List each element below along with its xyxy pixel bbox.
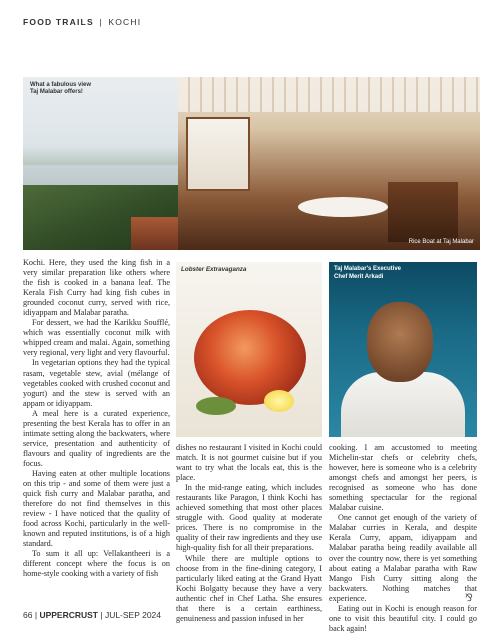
- lemon-slice: [264, 390, 294, 412]
- dining-chairs: [388, 182, 458, 242]
- paragraph: Eating out in Kochi is enough reason for one to visit this beautiful city. I could go back again!: [329, 603, 477, 633]
- dining-table: [298, 197, 388, 217]
- paragraph: cooking. I am accustomed to meeting Michelin-star chefs or celebrity chefs, however, here is someone who is a celebrity amongst chefs and amongst her peers, is recognised as someone who has done something spectacular for the regional Malabar cuisine.: [329, 443, 477, 513]
- article-column-1: [23, 258, 170, 580]
- page-number: 66: [23, 610, 33, 620]
- lobster-dish: [194, 310, 306, 405]
- paragraph: dishes no restaurant I visited in Kochi could match. It is not gourmet cuisine but if you want to try what the locals eat, this is the place.: [176, 443, 322, 483]
- paragraph: While there are multiple options to choose from in the fine-dining category, I particularly liked eating at the Grand Hyatt Kochi Bolgatty because they have a very authentic chef in Chef Latha. She ensures that there is a certain earthiness, genuineness and passion infused in her: [176, 553, 322, 623]
- paragraph: In the mid-range eating, which includes restaurants like Paragon, I think Kochi has achieved something that most other places struggle with. Good quality at moderate prices. There is no compromise in the quality of their raw ingredients and they use high-quality fish for all their preparations.: [176, 483, 322, 553]
- end-mark-icon: ⅋: [465, 593, 473, 604]
- running-header: [23, 17, 141, 27]
- article-column-2: [176, 443, 322, 624]
- paragraph: A meal here is a curated experience, presenting the best Kerala has to offer in an intimate setting along the backwaters, where service, presentation and authenticity of flavours and quality of ingredients are the focus.: [23, 408, 170, 468]
- paragraph: One cannot get enough of the variety of Malabar curries in Kerala, and despite Kerala Curry, appam, idiyappam and Malabar paratha being readily available all over the country now, there is yet something about eating a Malabar paratha with Raw Mango Fish Curry sitting along the backwaters. Nothing matches that experience.: [329, 513, 477, 603]
- house-roof: [131, 217, 178, 250]
- chef-caption: Taj Malabar's Executive Chef Merit Arkadi: [334, 266, 402, 280]
- chef-portrait-photo: [329, 262, 477, 437]
- view-caption: What a fabulous view Taj Malabar offers!: [30, 82, 92, 95]
- paragraph: Kochi. Here, they used the king fish in a very similar preparation like others where the fish is cooked in a banana leaf. The Kerala Fish Curry had king fish cubes in grounded coconut curry, served with rice, idiyappam and Malabar paratha.: [23, 258, 170, 318]
- restaurant-caption: Rice Boat at Taj Malabar: [408, 239, 474, 245]
- header-location: KOCHI: [108, 17, 142, 27]
- paragraph: For dessert, we had the Karikku Soufflé, which was essentially coconut milk with whipped cream and malai. Again, something very regional, very light and very flavourful.: [23, 318, 170, 358]
- paragraph: Having eaten at other multiple locations on this trip - and some of them were just a quick fish curry and Malabar paratha, and therefore do not find themselves in this review - I have noticed that the quality of food across Kochi, particularly in the well-known and reputed institutions, is of a high standard.: [23, 468, 170, 549]
- issue-date: | JUL-SEP 2024: [100, 610, 162, 620]
- lobster-caption: Lobster Extravaganza: [181, 266, 247, 273]
- lobster-photo: [176, 262, 322, 437]
- garnish-leaf: [196, 397, 236, 415]
- chef-face: [367, 302, 433, 382]
- section-title: FOOD TRAILS: [23, 17, 94, 27]
- backwater-view-photo: [23, 77, 178, 250]
- footer-separator: |: [34, 610, 38, 620]
- article-column-3: [329, 443, 477, 634]
- magazine-name: UPPERCRUST: [39, 610, 98, 620]
- paragraph: To sum it all up: Vellakantheeri is a different concept where the focus is on home-style cooking with a variety of fish: [23, 549, 170, 579]
- header-separator: |: [99, 17, 103, 27]
- restaurant-interior-photo: [178, 77, 480, 250]
- restaurant-window: [186, 117, 250, 191]
- ceiling-beams: [178, 77, 480, 112]
- paragraph: In vegetarian options they had the typical rasam, vegetable stew, avial (mélange of vegetables cooked with crushed coconut and yogurt) and the stew is served with an appam or idiyappam.: [23, 358, 170, 408]
- page-footer: [23, 610, 161, 620]
